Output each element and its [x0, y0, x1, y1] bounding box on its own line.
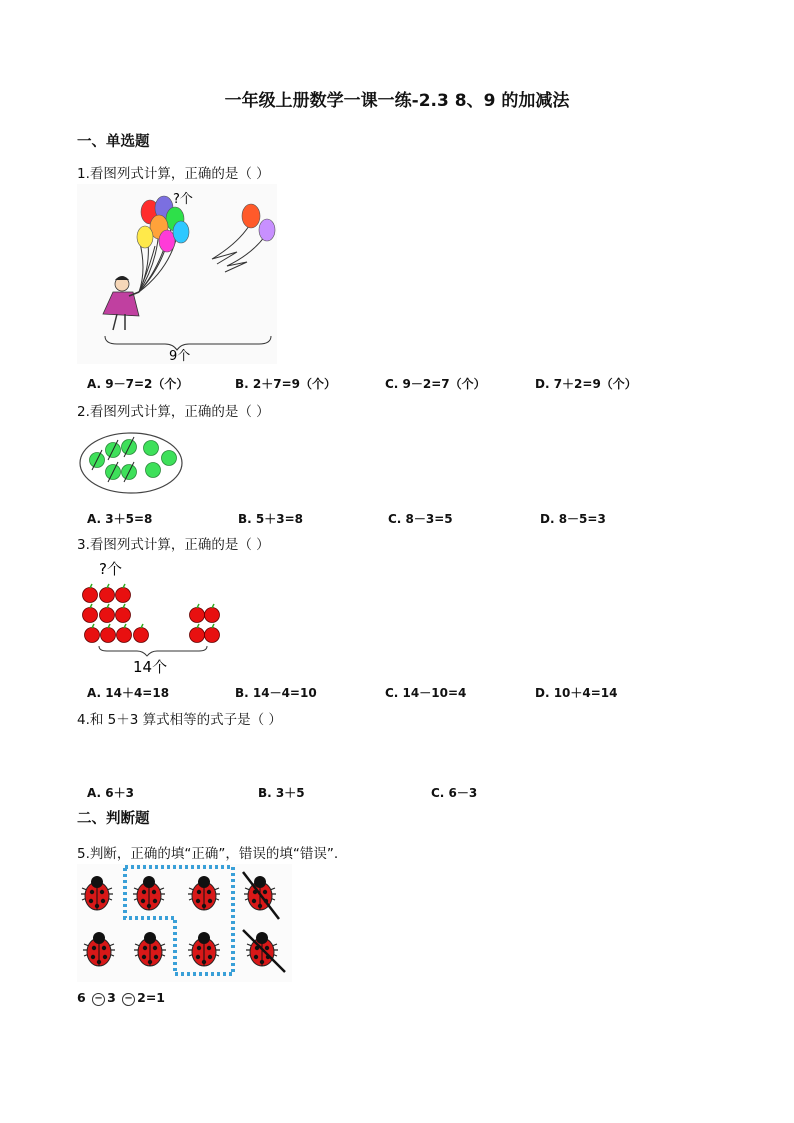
- green-dot: [144, 441, 159, 456]
- expr-b: 3: [107, 990, 116, 1005]
- apple: [205, 624, 220, 643]
- apple: [100, 584, 115, 603]
- apple: [117, 624, 132, 643]
- apples: [83, 584, 220, 643]
- q3-option-b[interactable]: B. 14－4=10: [235, 686, 317, 700]
- q1-option-a[interactable]: A. 9－7=2（个）: [87, 377, 189, 391]
- apple: [116, 604, 131, 623]
- apple: [205, 604, 220, 623]
- apple: [116, 584, 131, 603]
- expr-c: 2=1: [137, 990, 165, 1005]
- apple: [85, 624, 100, 643]
- q2-option-c[interactable]: C. 8－3=5: [388, 512, 453, 526]
- expr-a: 6: [77, 990, 86, 1005]
- question-2-stem: 2.看图列式计算，正确的是（ ）: [77, 404, 270, 420]
- question-5-stem: 5.判断，正确的填“正确”，错误的填“错误”.: [77, 846, 339, 862]
- minus-circle-icon: −: [92, 993, 105, 1006]
- q2-option-d[interactable]: D. 8－5=3: [540, 512, 606, 526]
- apple: [83, 584, 98, 603]
- q1-option-d[interactable]: D. 7＋2=9（个）: [535, 377, 637, 391]
- q3-option-d[interactable]: D. 10＋4=14: [535, 686, 618, 700]
- apple: [134, 624, 149, 643]
- section-heading-single-choice: 一、单选题: [77, 134, 150, 150]
- question-4-stem: 4.和 5＋3 算式相等的式子是（ ）: [77, 712, 282, 728]
- q5-expression: [77, 990, 165, 1006]
- q4-option-c[interactable]: C. 6－3: [431, 786, 478, 800]
- balloon: [242, 204, 260, 228]
- q2-figure: [77, 430, 185, 496]
- q5-figure: [77, 864, 292, 982]
- q3-total-label: 14个: [133, 658, 168, 676]
- q1-total-label: 9个: [169, 349, 191, 364]
- q4-option-b[interactable]: B. 3＋5: [258, 786, 305, 800]
- q4-option-a[interactable]: A. 6＋3: [87, 786, 134, 800]
- apple: [190, 604, 205, 623]
- q3-option-a[interactable]: A. 14＋4=18: [87, 686, 170, 700]
- balloon: [259, 219, 275, 241]
- q3-option-c[interactable]: C. 14－10=4: [385, 686, 467, 700]
- question-1-stem: 1.看图列式计算，正确的是（ ）: [77, 166, 270, 182]
- q2-option-a[interactable]: A. 3＋5=8: [87, 512, 153, 526]
- q1-option-c[interactable]: C. 9－2=7（个）: [385, 377, 486, 391]
- q1-option-b[interactable]: B. 2＋7=9（个）: [235, 377, 336, 391]
- apple: [83, 604, 98, 623]
- section-heading-judgment: 二、判断题: [77, 811, 150, 827]
- q3-figure: [77, 555, 227, 677]
- apple: [100, 604, 115, 623]
- q2-option-b[interactable]: B. 5＋3=8: [238, 512, 303, 526]
- green-dot: [162, 451, 177, 466]
- q1-figure: [77, 184, 277, 364]
- brace: [99, 646, 207, 656]
- apple: [101, 624, 116, 643]
- page-title: 一年级上册数学一课一练-2.3 8、9 的加减法: [224, 91, 570, 111]
- q1-unknown-label: ?个: [173, 192, 193, 207]
- apple: [190, 624, 205, 643]
- balloon: [173, 221, 189, 243]
- question-3-stem: 3.看图列式计算，正确的是（ ）: [77, 537, 270, 553]
- minus-circle-icon: −: [122, 993, 135, 1006]
- balloon: [159, 230, 175, 252]
- balloon: [137, 226, 153, 248]
- q3-unknown-label: ?个: [99, 560, 122, 578]
- green-dot: [146, 463, 161, 478]
